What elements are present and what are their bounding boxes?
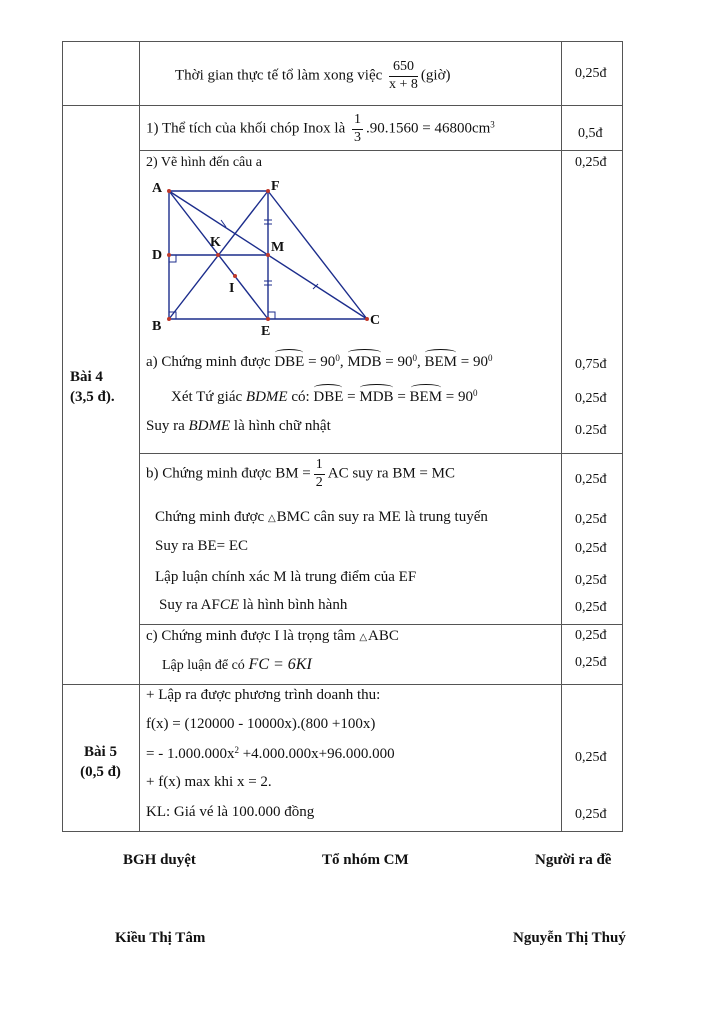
point-e: [266, 317, 270, 321]
angle-bem-2: BEM: [409, 389, 443, 405]
score-c1: 0,25đ: [575, 628, 607, 643]
part-c-line1-label: c) Chứng minh được I là trọng tâm: [146, 628, 356, 644]
point-c: [365, 317, 369, 321]
angle-mdb: MDB: [347, 354, 382, 370]
part-a-line1: [146, 352, 492, 370]
score-a3: 0.25đ: [575, 423, 607, 438]
score-b5: 0,25đ: [575, 600, 607, 615]
point-m: [266, 253, 270, 257]
table-border-left: [62, 41, 63, 832]
geometry-figure: [145, 172, 395, 342]
part-a-line2-mid: có:: [291, 389, 310, 405]
half-num: 1: [314, 458, 325, 475]
tri-bmc: BMC: [276, 509, 311, 525]
part-b-line5-suffix: là hình bình hành: [242, 597, 348, 613]
part-a-line2-label: Xét Tứ giác: [171, 389, 243, 405]
part-c-line1: [146, 629, 399, 644]
score-b1: 0,25đ: [575, 472, 607, 487]
triangle-symbol-1: △: [267, 513, 276, 524]
label-k: K: [210, 235, 221, 250]
label-c: C: [370, 313, 381, 328]
segment-fc: [268, 191, 367, 319]
sig-to-nhom: Tổ nhóm CM: [322, 852, 409, 868]
sig-bgh: BGH duyệt: [123, 852, 196, 868]
score-bai5-1: 0,25đ: [575, 750, 607, 765]
point-f: [266, 189, 270, 193]
part-b-line5-label: Suy ra AF: [159, 597, 220, 613]
label-m: M: [271, 240, 285, 255]
table-border-top: [62, 41, 623, 42]
bai5-line4: + f(x) max khi x = 2.: [146, 774, 272, 790]
bai5-line5: KL: Giá vé là 100.000 đồng: [146, 804, 315, 820]
score-b3: 0,25đ: [575, 541, 607, 556]
time-label: Thời gian thực tế tổ làm xong việc: [175, 67, 383, 84]
part-b-line2: [155, 510, 488, 525]
bai5-points: (0,5 đ): [80, 764, 121, 780]
time-frac-den: x + 8: [389, 76, 418, 92]
deg-4: 0: [473, 388, 478, 398]
volume-frac-den: 3: [354, 129, 361, 145]
draw-text: 2) Vẽ hình đến câu a: [146, 155, 262, 170]
angle-bem: BEM: [424, 354, 457, 370]
half-den: 2: [315, 474, 323, 490]
part-a-eq90-3: = 90: [460, 354, 488, 370]
time-text: [175, 60, 451, 92]
bai5-line3-b: +4.000.000x+96.000.000: [238, 746, 395, 762]
part-a-line3-suffix: là hình chữ nhật: [233, 418, 331, 434]
score-draw: 0,25đ: [575, 155, 607, 170]
label-f: F: [271, 179, 280, 194]
col-divider-2: [561, 41, 562, 832]
part-c-line2: [162, 657, 312, 673]
score-b4: 0,25đ: [575, 573, 607, 588]
score-a1: 0,75đ: [575, 357, 607, 372]
row-divider-4: [139, 624, 623, 625]
triangle-symbol-2: △: [359, 632, 368, 643]
part-a-line3: [146, 419, 331, 434]
label-e: E: [261, 324, 271, 339]
point-d: [167, 253, 171, 257]
part-b-line5: [159, 598, 347, 613]
part-a-line2: [171, 387, 478, 405]
score-c2: 0,25đ: [575, 655, 607, 670]
volume-frac-num: 1: [352, 113, 363, 130]
bai5-line2: f(x) = (120000 - 10000x).(800 +100x): [146, 716, 376, 732]
fc-eq: FC = 6KI: [248, 656, 312, 673]
part-a-line3-label: Suy ra: [146, 418, 185, 434]
part-a-eq90-1: = 90: [308, 354, 336, 370]
score-a2: 0,25đ: [575, 391, 607, 406]
score-b2: 0,25đ: [575, 512, 607, 527]
label-a: A: [152, 181, 163, 196]
bm-mc: BM = MC: [392, 465, 455, 482]
volume-expr: .90.1560 = 46800cm: [366, 120, 491, 137]
volume-label: 1) Thể tích của khối chóp Inox là: [146, 120, 346, 137]
row-divider-3: [139, 453, 623, 454]
bm-eq: BM =: [275, 465, 311, 482]
part-b-line1: [146, 458, 455, 490]
bai5-line1: + Lập ra được phương trình doanh thu:: [146, 687, 381, 703]
table-border-bottom: [62, 831, 623, 832]
point-i: [233, 274, 237, 278]
point-k: [216, 253, 220, 257]
sig-name-right: Nguyễn Thị Thuý: [513, 930, 626, 946]
score-volume: 0,5đ: [578, 126, 603, 141]
bai4-label: Bài 4: [70, 369, 103, 385]
bai5-line3-exp: 2: [234, 745, 239, 755]
angle-mdb-2: MDB: [359, 389, 394, 405]
volume-exp: 3: [490, 119, 495, 130]
sig-name-left: Kiều Thị Tâm: [115, 930, 206, 946]
angle-dbe: DBE: [274, 354, 305, 370]
point-a: [167, 189, 171, 193]
tri-abc: ABC: [368, 628, 399, 644]
volume-fraction: [352, 113, 363, 145]
col-divider-1: [139, 41, 140, 832]
seg-ce: CE: [219, 597, 240, 613]
bai5-line3: [146, 746, 395, 762]
part-a-eq90-4: = 90: [445, 389, 474, 405]
quad-bdme: BDME: [245, 389, 288, 405]
label-b: B: [152, 319, 162, 334]
sig-nguoi-ra-de: Người ra đề: [535, 852, 612, 868]
deg-1: 0: [335, 353, 340, 363]
volume-text: [146, 113, 495, 145]
seg-ac: AC: [327, 465, 349, 482]
label-d: D: [152, 248, 163, 263]
table-border-right: [622, 41, 623, 832]
angle-dbe-2: DBE: [313, 389, 344, 405]
part-a-line1-label: a) Chứng minh được: [146, 354, 271, 370]
deg-3: 0: [487, 353, 493, 363]
part-b-line1-mid: suy ra: [352, 465, 389, 482]
time-fraction: [389, 60, 418, 92]
point-b: [167, 317, 171, 321]
sep-2: ,: [416, 354, 421, 370]
eq-1: =: [347, 389, 356, 405]
part-b-line2-label: Chứng minh được: [155, 509, 265, 525]
quad-bdme-2: BDME: [188, 418, 231, 434]
time-frac-num: 650: [389, 60, 418, 77]
score-bai5-2: 0,25đ: [575, 807, 607, 822]
part-a-eq90-2: = 90: [385, 354, 413, 370]
score-time: 0,25đ: [575, 66, 607, 81]
half-fraction: [314, 458, 325, 490]
bai5-line3-a: = - 1.000.000x: [146, 746, 235, 762]
part-b-line3: Suy ra BE= EC: [155, 538, 249, 554]
part-c-line2-label: Lập luận để có: [162, 658, 245, 673]
part-b-line2-suffix: cân suy ra ME là trung tuyến: [313, 509, 488, 525]
bai4-points: (3,5 đ).: [70, 389, 115, 405]
part-b-line1-label: b) Chứng minh được: [146, 465, 272, 482]
bai5-label: Bài 5: [84, 744, 117, 760]
row-divider-1: [62, 105, 623, 106]
time-unit: (giờ): [420, 67, 451, 84]
label-i: I: [229, 281, 235, 296]
row-divider-5: [62, 684, 623, 685]
part-b-line4: Lập luận chính xác M là trung điểm của EF: [155, 569, 417, 585]
eq-2: =: [397, 389, 406, 405]
sep-1: ,: [339, 354, 344, 370]
row-divider-2: [139, 150, 623, 151]
deg-2: 0: [412, 353, 417, 363]
